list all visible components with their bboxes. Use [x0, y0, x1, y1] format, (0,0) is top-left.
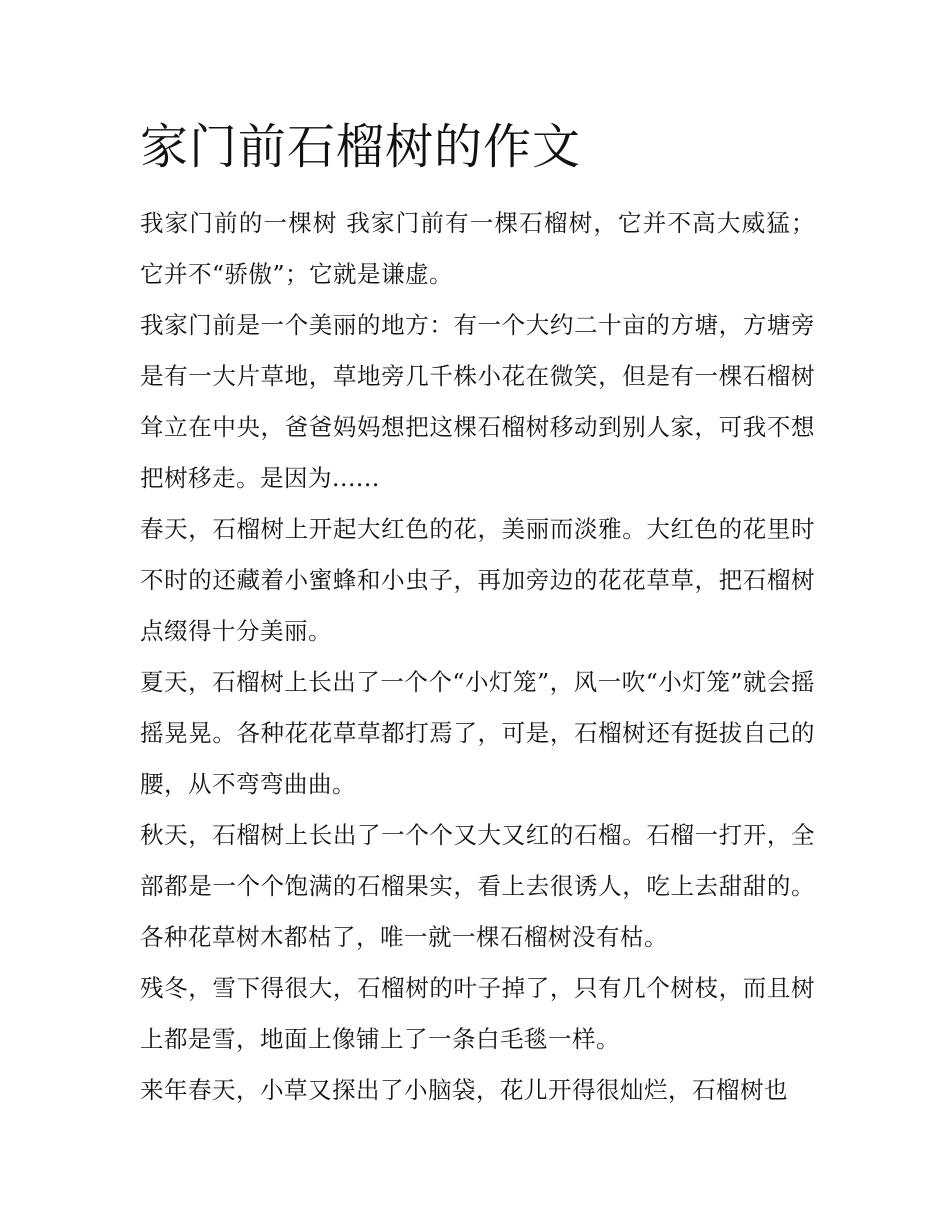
paragraph-spring: 春天，石榴树上开起大红色的花，美丽而淡雅。大红色的花里时不时的还藏着小蜜蜂和小虫子，再加旁边的花花草草，把石榴树点缀得十分美丽。 [140, 515, 815, 645]
paragraph-summer: 夏天，石榴树上长出了一个个“小灯笼”，风一吹“小灯笼”就会摇摇晃晃。各种花花草草都打焉了，可是，石榴树还有挺拔自己的腰，从不弯弯曲曲。 [140, 668, 815, 798]
paragraph-next-spring: 来年春天，小草又探出了小脑袋，花儿开得很灿烂，石榴树也 [140, 1076, 788, 1104]
paragraph-intro: 我家门前的一棵树 我家门前有一棵石榴树，它并不高大威猛；它并不“骄傲”；它就是谦虚。 [140, 209, 815, 288]
paragraph-autumn: 秋天，石榴树上长出了一个个又大又红的石榴。石榴一打开，全部都是一个个饱满的石榴果实，看上去很诱人，吃上去甜甜的。各种花草树木都枯了，唯一就一棵石榴树没有枯。 [140, 821, 815, 951]
paragraph-home: 我家门前是一个美丽的地方：有一个大约二十亩的方塘，方塘旁是有一大片草地，草地旁几千株小花在微笑，但是有一棵石榴树耸立在中央，爸爸妈妈想把这棵石榴树移动到别人家，可我不想把树移走。是因为...... [140, 311, 815, 492]
paragraph-winter: 残冬，雪下得很大，石榴树的叶子掉了，只有几个树枝，而且树上都是雪，地面上像铺上了一条白毛毯一样。 [140, 974, 815, 1053]
document-page [140, 112, 815, 1116]
document-title: 家门前石榴树的作文 [140, 119, 582, 175]
